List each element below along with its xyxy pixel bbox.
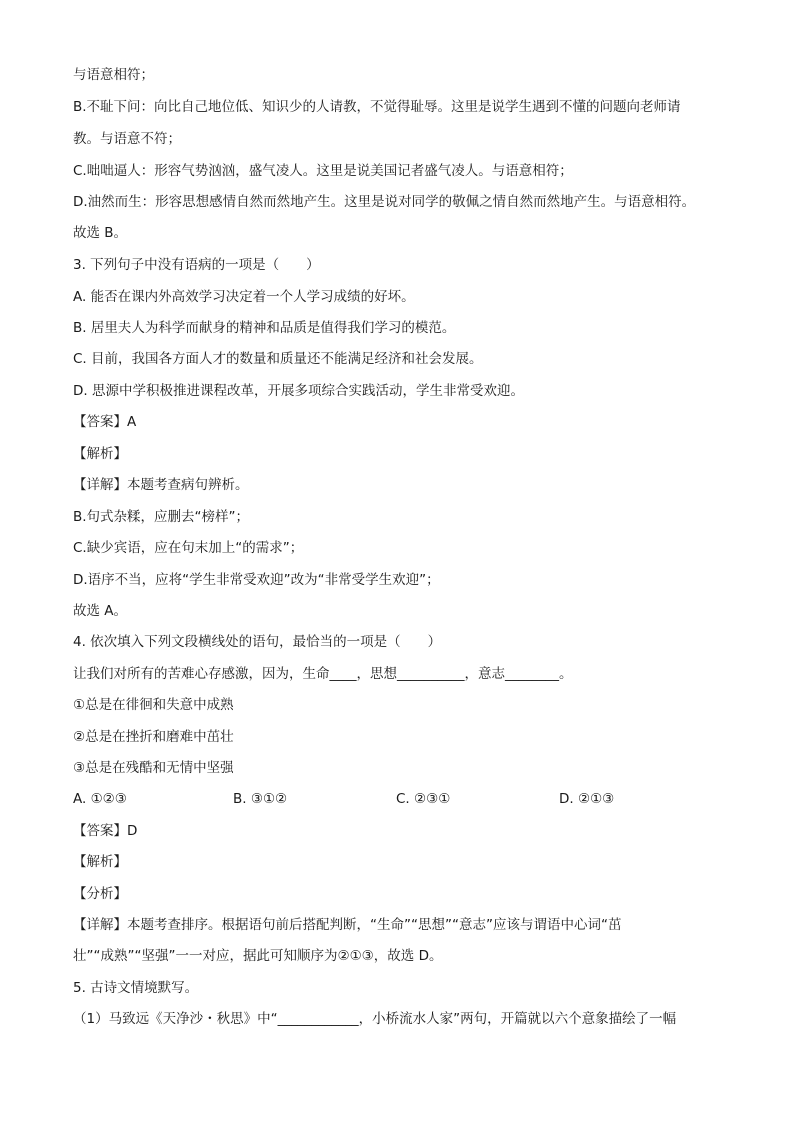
text-line: C.缺少宾语，应在句末加上“的需求”； (73, 540, 304, 556)
text-line: B.句式杂糅，应删去“榜样”； (73, 509, 250, 525)
text-line: 与语意相符； (73, 67, 154, 83)
text-line: C.咄咄逼人：形容气势汹汹，盛气凌人。这里是说美国记者盛气凌人。与语意相符； (73, 163, 573, 179)
text-line: D.油然而生：形容思想感情自然而然地产生。这里是说对同学的敬佩之情自然而然地产生。与语意相符。 (73, 194, 696, 210)
question-4: 4. 依次填入下列文段横线处的语句，最恰当的一项是（ ） (73, 634, 442, 650)
question-5: 5. 古诗文情境默写。 (73, 980, 199, 996)
item-3: ③总是在残酷和无情中坚强 (73, 760, 234, 776)
sub-question-1: （1）马致远《天净沙・秋思》中“____________，小桥流水人家”两句，开篇就以六个意象描绘了一幅 (73, 1011, 677, 1027)
fill-blank-sentence: 让我们对所有的苦难心存感激，因为，生命____，思想__________，意志________。 (73, 666, 573, 682)
answer-label: 【答案】D (73, 823, 138, 839)
choice-c: C. ②③① (396, 791, 451, 807)
choice-b: B. ③①② (233, 791, 288, 807)
choice-a: A. ①②③ (73, 791, 127, 807)
text-line: 教。与语意不符； (73, 131, 181, 147)
choice-d: D. ②①③ (559, 791, 615, 807)
analysis-label: 【解析】 (73, 446, 127, 462)
analyze-label: 【分析】 (73, 886, 127, 902)
detail-text: 【详解】本题考查排序。根据语句前后搭配判断，“生命”“思想”“意志”应该与谓语中心词“茁 (73, 917, 622, 933)
text-line: D.语序不当，应将“学生非常受欢迎”改为“非常受学生欢迎”； (73, 572, 440, 588)
option-c: C. 目前，我国各方面人才的数量和质量还不能满足经济和社会发展。 (73, 351, 483, 367)
option-a: A. 能否在课内外高效学习决定着一个人学习成绩的好坏。 (73, 289, 415, 305)
detail-text: 【详解】本题考查病句辨析。 (73, 477, 249, 493)
answer-label: 【答案】A (73, 414, 137, 430)
question-3: 3. 下列句子中没有语病的一项是（ ） (73, 257, 320, 273)
item-1: ①总是在徘徊和失意中成熟 (73, 697, 234, 713)
analysis-label: 【解析】 (73, 854, 127, 870)
detail-text-continued: 壮”“成熟”“坚强”一一对应，据此可知顺序为②①③，故选 D。 (73, 948, 443, 964)
option-d: D. 思源中学积极推进课程改革，开展多项综合实践活动，学生非常受欢迎。 (73, 383, 524, 399)
text-line: 故选 A。 (73, 603, 128, 619)
option-b: B. 居里夫人为科学而献身的精神和品质是值得我们学习的模范。 (73, 320, 456, 336)
item-2: ②总是在挫折和磨难中茁壮 (73, 729, 234, 745)
text-line: B.不耻下问：向比自己地位低、知识少的人请教，不觉得耻辱。这里是说学生遇到不懂的问题向老师请 (73, 99, 681, 115)
text-line: 故选 B。 (73, 225, 128, 241)
